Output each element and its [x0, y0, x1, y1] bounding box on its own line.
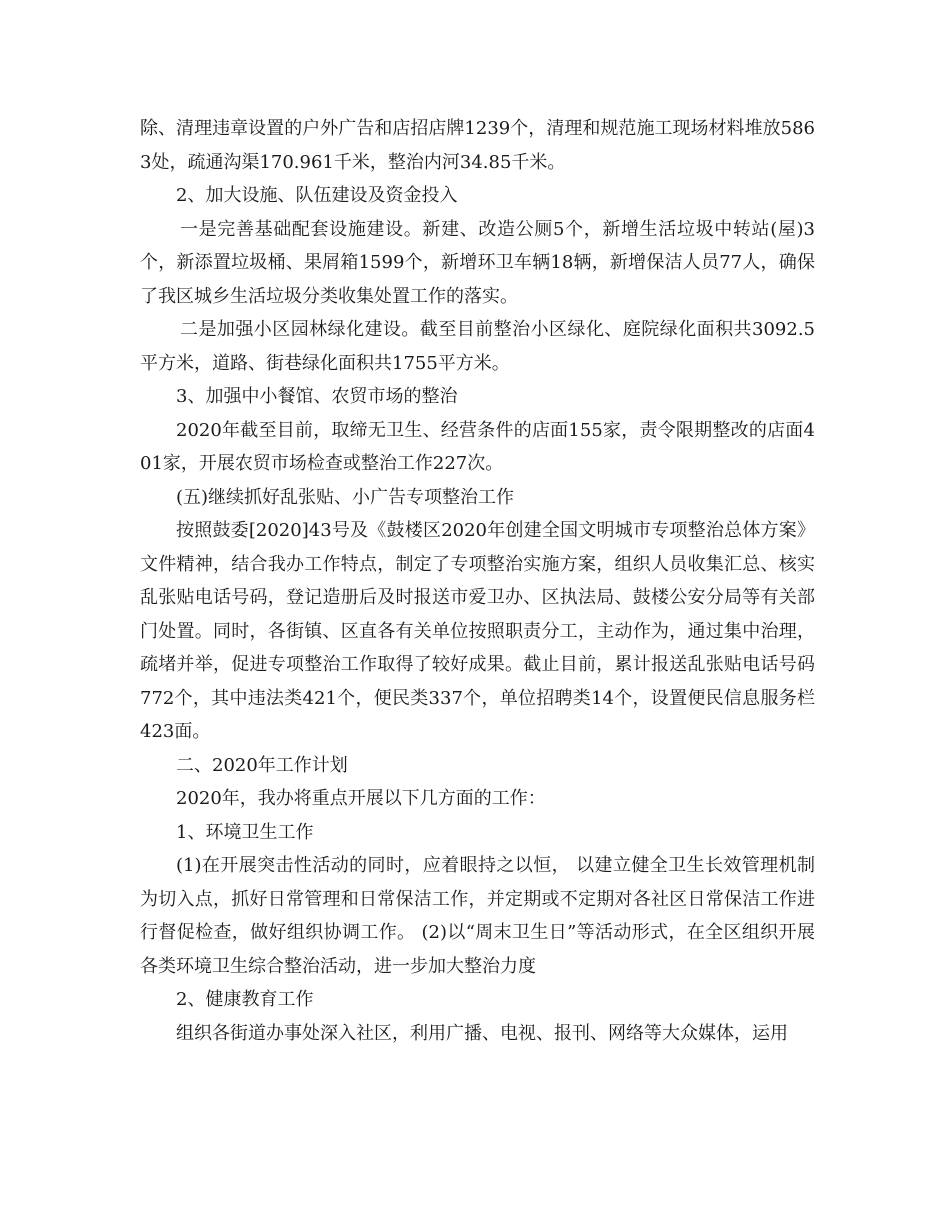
- paragraph-sanitation: (1)在开展突击性活动的同时，应着眼持之以恒， 以建立健全卫生长效管理机制为切入点，抓好日常管理和日常保洁工作，并定期或不定期对各社区日常保洁工作进行督促检查，做好组织协调工作。 (2)以“周末卫生日”等活动形式，在全区组织开展各类环境卫生综合整治活动，进一步加大整治力度: [140, 855, 815, 977]
- paragraph-plan-intro: 2020年，我办将重点开展以下几方面的工作：: [176, 788, 546, 809]
- section-heading-posters: (五)继续抓好乱张贴、小广告专项整治工作: [176, 486, 515, 508]
- section-heading-markets: 3、加强中小餐馆、农贸市场的整治: [176, 386, 458, 407]
- section-heading-facilities: 2、加大设施、队伍建设及资金投入: [176, 185, 458, 206]
- section-heading-health: 2、健康教育工作: [176, 989, 314, 1010]
- section-heading-plan: 二、2020年工作计划: [176, 754, 348, 776]
- paragraph-health: 组织各街道办事处深入社区，利用广播、电视、报刊、网络等大众媒体，运用: [176, 1022, 788, 1044]
- paragraph-continuation: 除、清理违章设置的户外广告和店招店牌1239个，清理和规范施工现场材料堆放5863处，疏通沟渠170.961千米，整治内河34.85千米。: [140, 118, 815, 173]
- section-heading-sanitation: 1、环境卫生工作: [176, 821, 314, 843]
- document-body: [140, 112, 815, 1050]
- paragraph-markets: 2020年截至目前，取缔无卫生、经营条件的店面155家，责令限期整改的店面401家，开展农贸市场检查或整治工作227次。: [140, 419, 815, 474]
- paragraph-infrastructure: 一是完善基础配套设施建设。新建、改造公厕5个，新增生活垃圾中转站(屋)3个，新添置垃圾桶、果屑箱1599个，新增环卫车辆18辆，新增保洁人员77人，确保了我区城乡生活垃圾分类收集处置工作的落实。: [140, 218, 815, 307]
- paragraph-greening: 二是加强小区园林绿化建设。截至目前整治小区绿化、庭院绿化面积共3092.5平方米，道路、街巷绿化面积共1755平方米。: [140, 319, 815, 374]
- paragraph-posters: 按照鼓委[2020]43号及《鼓楼区2020年创建全国文明城市专项整治总体方案》文件精神，结合我办工作特点，制定了专项整治实施方案，组织人员收集汇总、核实乱张贴电话号码，登记造册后及时报送市爱卫办、区执法局、鼓楼公安分局等有关部门处置。同时，各街镇、区直各有关单位按照职责分工，主动作为，通过集中治理，疏堵并举，促进专项整治工作取得了较好成果。截止目前，累计报送乱张贴电话号码772个，其中违法类421个，便民类337个，单位招聘类14个，设置便民信息服务栏423面。: [140, 520, 815, 742]
